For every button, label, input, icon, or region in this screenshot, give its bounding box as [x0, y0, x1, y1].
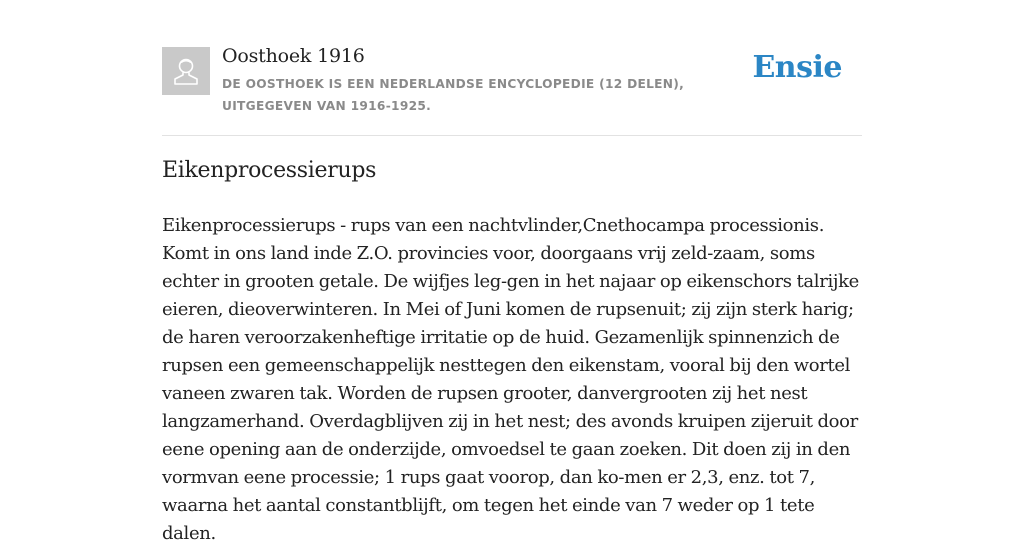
source-name[interactable]: Oosthoek 1916 — [222, 45, 365, 67]
entry-body: Eikenprocessierups - rups van een nachtvlinder,Cnethocampa processionis. Komt in ons land inde Z.O. provincies voor, doorgaans vrij zeld-zaam, soms echter in grooten getale. De wijfjes leg-gen in het najaar op eikenschors talrijke eieren, dieoverwinteren. In Mei of Juni komen de rupsenuit; zij zijn sterk harig; de haren veroorzakenheftige irritatie op de huid. Gezamenlijk spinnenzich de rupsen een gemeenschappelijk nesttegen den eikenstam, vooral bij den wortel vaneen zwaren tak. Worden de rupsen grooter, danvergrooten zij het nest langzamerhand. Overdagblijven zij in het nest; des avonds kruipen zijeruit door eene opening aan de onderzijde, omvoedsel te gaan zoeken. Dit doen zij in den vormvan eene processie; 1 rups gaat voorop, dan ko-men er 2,3, enz. tot 7, waarna het aantal constantblijft, om tegen het einde van 7 weder op 1 tete dalen. — [162, 215, 859, 544]
ensie-logo[interactable]: Ensie — [752, 50, 842, 85]
entry-title: Eikenprocessierups — [162, 158, 377, 183]
entry-page — [162, 0, 862, 544]
source-description: DE OOSTHOEK IS EEN NEDERLANDSE ENCYCLOPEDIE (12 DELEN), UITGEGEVEN VAN 1916-1925. — [222, 77, 685, 113]
user-placeholder-icon — [162, 47, 210, 95]
source-header — [162, 0, 862, 136]
avatar[interactable] — [162, 47, 210, 95]
